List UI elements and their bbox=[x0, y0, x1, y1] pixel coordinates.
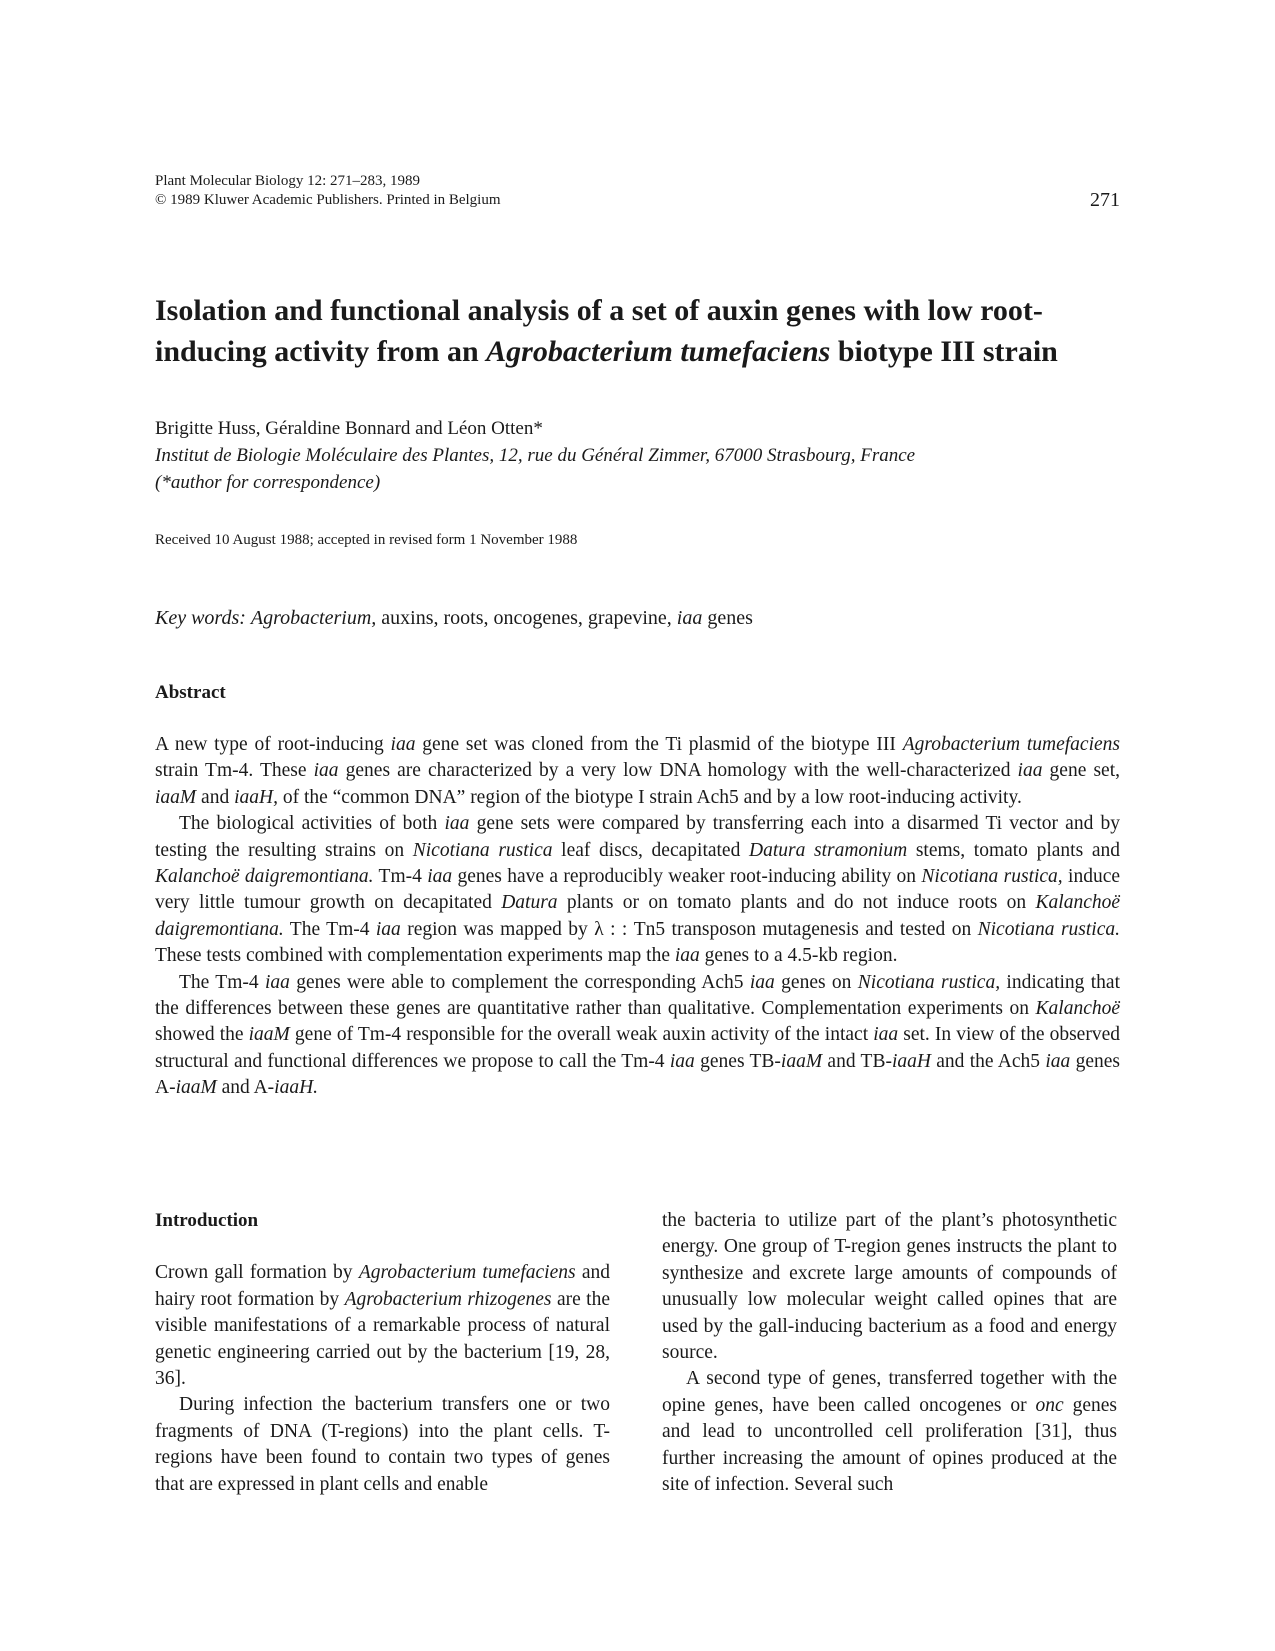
text-run: genes are characterized by a very low DNA homology with the well-characterized bbox=[338, 760, 1018, 782]
abstract-paragraph-3 bbox=[155, 970, 1120, 1102]
italic-term: iaaM bbox=[780, 1050, 823, 1072]
italic-term: Nicotiana rustica, bbox=[857, 971, 1001, 993]
italic-term: iaa bbox=[313, 760, 339, 782]
text-run: leaf discs, decapitated bbox=[552, 839, 749, 861]
intro-paragraph-2-continued bbox=[662, 1208, 1117, 1366]
text-run: genes have a reproducibly weaker root-inducing ability on bbox=[452, 866, 922, 888]
italic-term: iaa bbox=[444, 813, 470, 835]
italic-term: Datura stramonium bbox=[749, 839, 908, 861]
italic-term: iaaM bbox=[175, 1077, 217, 1099]
italic-term: Kalanchoë bbox=[1035, 998, 1120, 1020]
italic-term: Nicotiana rustica bbox=[412, 839, 553, 861]
journal-line-2: © 1989 Kluwer Academic Publishers. Printed in Belgium bbox=[155, 192, 501, 208]
italic-term: Kalanchoë daigremontiana. bbox=[155, 866, 374, 888]
text-run: the bacteria to utilize part of the plant’s photosynthetic energy. One group of T-region genes instructs the plant to synthesize and excrete large amounts of compounds of unusually low molecular weight called opines that are used by the gall-inducing bacterium as a food and energy source. bbox=[662, 1210, 1117, 1364]
text-run: strain Tm-4. These bbox=[155, 760, 314, 782]
text-run: and hairy root formation by bbox=[155, 1262, 611, 1310]
italic-term: iaa bbox=[264, 971, 290, 993]
keywords-label: Key words: bbox=[155, 607, 246, 629]
italic-term: Kalanchoë daigremontiana. bbox=[155, 892, 1120, 940]
text-run: and the Ach5 bbox=[930, 1050, 1046, 1072]
italic-term: iaaH bbox=[891, 1050, 931, 1072]
italic-term: iaa bbox=[873, 1024, 899, 1046]
text-run: of the “common DNA” region of the biotype I strain Ach5 and by a low root-inducing activity. bbox=[277, 786, 1022, 808]
intro-paragraph-3 bbox=[662, 1366, 1117, 1498]
keywords: Key words: Agrobacterium, auxins, roots, oncogenes, grapevine, iaa genes bbox=[155, 607, 753, 629]
text-run: region was mapped by λ : : Tn5 transposon mutagenesis and tested on bbox=[400, 918, 978, 940]
italic-term: iaaH, bbox=[234, 786, 278, 808]
italic-term: onc bbox=[1035, 1394, 1064, 1416]
text-run: genes on bbox=[774, 971, 858, 993]
text-run: indicating that the differences between these genes are quantitative rather than qualitative. Complementation experiments on bbox=[155, 971, 1120, 1020]
journal-line-1: Plant Molecular Biology 12: 271–283, 1989 bbox=[155, 173, 420, 189]
text-run: Crown gall formation by bbox=[155, 1262, 359, 1284]
italic-term: Datura bbox=[501, 892, 558, 914]
title-species: Agrobacterium tumefaciens bbox=[486, 335, 831, 368]
text-run: genes to a 4.5-kb region. bbox=[699, 945, 898, 967]
text-run: and A- bbox=[216, 1077, 275, 1099]
italic-term: iaa bbox=[1017, 760, 1043, 782]
intro-paragraph-1 bbox=[155, 1260, 610, 1392]
text-run: genes TB- bbox=[694, 1050, 781, 1072]
text-run: gene sets were compared by transferring each into a disarmed Ti vector and by testing the resulting strains on bbox=[155, 813, 1120, 861]
abstract-body bbox=[155, 732, 1120, 1102]
italic-term: iaa bbox=[375, 918, 401, 940]
abstract-paragraph-1 bbox=[155, 732, 1120, 811]
italic-term: Agrobacterium tumefaciens bbox=[902, 734, 1120, 755]
abstract-heading: Abstract bbox=[155, 682, 226, 703]
italic-term: iaa bbox=[1045, 1050, 1071, 1072]
text-run: genes were able to complement the corresponding Ach5 bbox=[289, 971, 750, 993]
text-run: These tests combined with complementation experiments map the bbox=[155, 945, 675, 967]
italic-term: Nicotiana rustica, bbox=[921, 866, 1063, 888]
italic-term: Agrobacterium tumefaciens bbox=[358, 1262, 576, 1284]
italic-term: iaa bbox=[749, 971, 775, 993]
text-run: and TB- bbox=[822, 1050, 892, 1072]
text-run: induce very little tumour growth on decapitated bbox=[155, 866, 1120, 914]
title-text-2: biotype III strain bbox=[830, 335, 1058, 368]
article-title bbox=[155, 290, 1120, 372]
text-run: and bbox=[196, 786, 235, 808]
text-run: genes and lead to uncontrolled cell proliferation [31], thus further increasing the amount of opines produced at the site of infection. Several such bbox=[662, 1394, 1117, 1496]
intro-column-right bbox=[662, 1208, 1117, 1498]
italic-term: iaa bbox=[427, 866, 453, 888]
text-run: A new type of root-inducing bbox=[155, 734, 391, 755]
correspondence-note: (*author for correspondence) bbox=[155, 472, 381, 493]
author-names: Brigitte Huss, Géraldine Bonnard and Léon Otten* bbox=[155, 418, 543, 439]
text-run: The Tm-4 bbox=[283, 918, 376, 940]
text-run: stems, tomato plants and bbox=[907, 839, 1120, 861]
italic-term: iaaH. bbox=[274, 1077, 319, 1099]
italic-term: iaa bbox=[674, 945, 700, 967]
italic-term: iaa bbox=[669, 1050, 695, 1072]
text-run: are the visible manifestations of a remarkable process of natural genetic engineering carried out by the bacterium [19, 28, 36]. bbox=[155, 1288, 610, 1390]
abstract-paragraph-2 bbox=[155, 811, 1120, 969]
italic-term: iaa bbox=[390, 734, 416, 755]
text-run: gene set was cloned from the Ti plasmid of the biotype III bbox=[415, 734, 903, 755]
text-run: The Tm-4 bbox=[179, 971, 265, 993]
text-run: Tm-4 bbox=[373, 866, 428, 888]
italic-term: iaaM bbox=[248, 1024, 290, 1046]
text-run: set. In view of the observed structural and functional differences we propose to call the Tm-4 bbox=[155, 1024, 1120, 1072]
title-text-1: Isolation and functional analysis of a set of auxin genes with low root-inducing activity from an bbox=[155, 294, 1043, 368]
author-block bbox=[155, 415, 1120, 496]
text-run: The biological activities of both bbox=[179, 813, 445, 835]
author-affiliation: Institut de Biologie Moléculaire des Plantes, 12, rue du Général Zimmer, 67000 Strasbourg, France bbox=[155, 445, 916, 466]
text-run: genes A- bbox=[155, 1050, 1121, 1099]
intro-column-left bbox=[155, 1208, 610, 1498]
received-dates: Received 10 August 1988; accepted in revised form 1 November 1988 bbox=[155, 532, 578, 548]
intro-paragraph-2 bbox=[155, 1392, 610, 1498]
text-run: gene of Tm-4 responsible for the overall weak auxin activity of the intact bbox=[289, 1024, 874, 1046]
text-run: A second type of genes, transferred together with the opine genes, have been called oncogenes or bbox=[662, 1368, 1117, 1416]
text-run: gene set, bbox=[1042, 760, 1120, 782]
italic-term: iaaM bbox=[155, 786, 197, 808]
text-run: plants or on tomato plants and do not induce roots on bbox=[557, 892, 1036, 914]
journal-citation bbox=[155, 172, 501, 210]
text-run: showed the bbox=[155, 1024, 249, 1046]
introduction-heading: Introduction bbox=[155, 1210, 259, 1231]
page-number: 271 bbox=[1090, 189, 1120, 211]
italic-term: Nicotiana rustica. bbox=[977, 918, 1120, 940]
italic-term: Agrobacterium rhizogenes bbox=[344, 1288, 552, 1310]
text-run: During infection the bacterium transfers one or two fragments of DNA (T-regions) into the plant cells. T-regions have been found to contain two types of genes that are expressed in plant cells and enable bbox=[155, 1394, 610, 1495]
